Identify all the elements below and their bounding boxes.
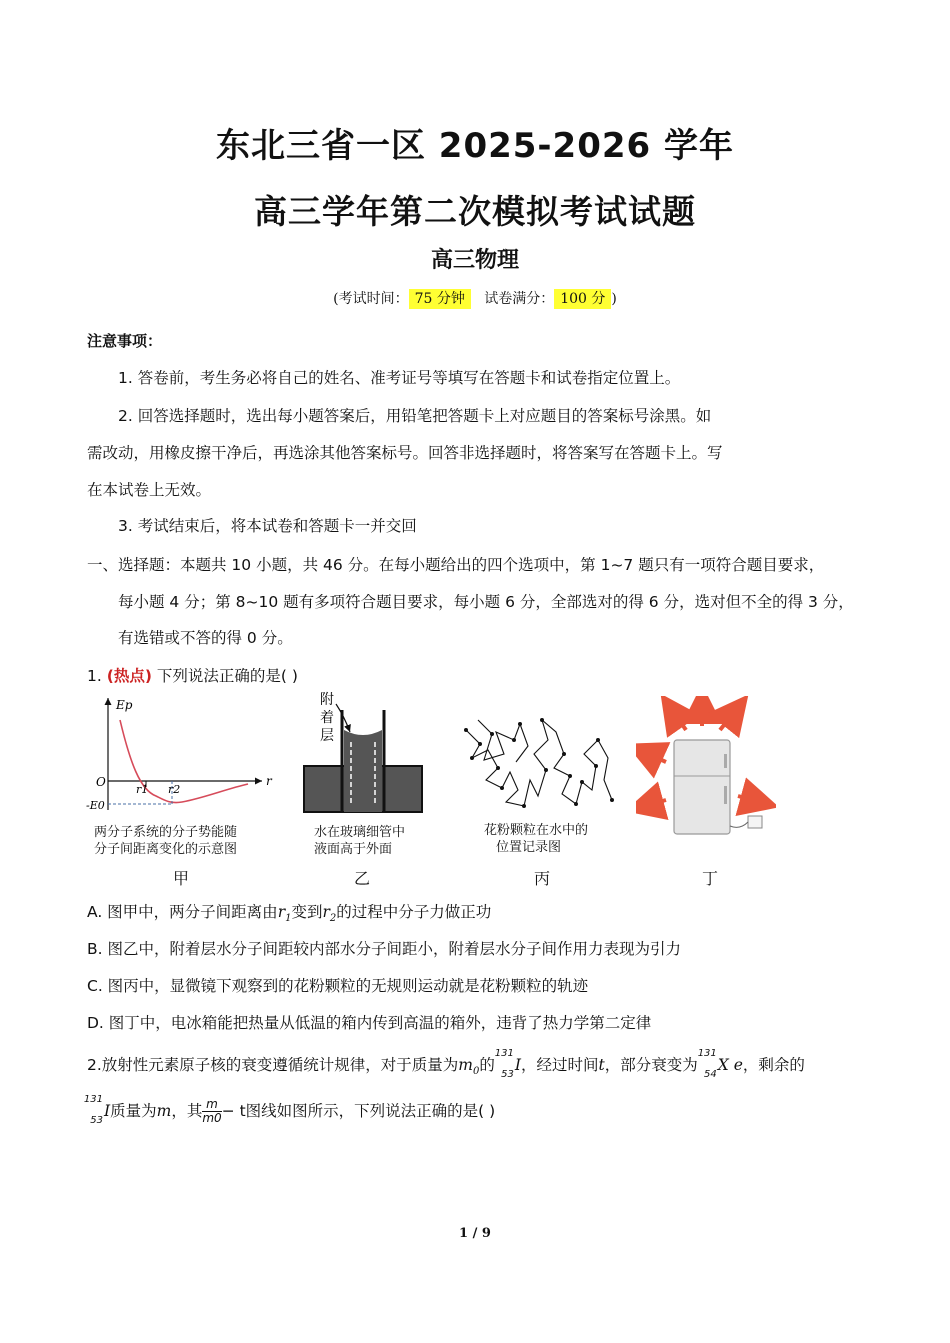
- notice-item-1: 1. 答卷前，考生务必将自己的姓名、准考证号等填写在答题卡和试卷指定位置上。: [118, 369, 681, 387]
- charge-number: 53: [90, 1115, 103, 1126]
- fraction-numerator: m: [202, 1098, 221, 1112]
- figure-jia-caption: [94, 824, 237, 858]
- exam-title-line1: 东北三省一区 2025-2026 学年: [215, 126, 735, 166]
- heat-arrow: [672, 710, 686, 730]
- exam-title-line2: 高三学年第二次模拟考试试题: [254, 192, 696, 231]
- q2-text: ，部分衰变为: [604, 1056, 698, 1074]
- option-a: [87, 900, 491, 924]
- subscript: 2: [329, 913, 337, 925]
- var-t: t: [598, 1056, 605, 1074]
- element-symbol: I: [104, 1102, 111, 1120]
- question-2-line2: [83, 1094, 496, 1126]
- q2-text: 质量为: [110, 1102, 157, 1120]
- caption-line: 分子间距离变化的示意图: [94, 842, 238, 857]
- q2-text: ，经过时间: [521, 1056, 599, 1074]
- element-symbol: I: [514, 1056, 522, 1074]
- mass-fraction: [202, 1098, 221, 1125]
- heat-arrow: [738, 796, 760, 802]
- power-cord: [730, 822, 748, 827]
- option-a-pre: A. 图甲中，两分子间距离由: [87, 903, 278, 921]
- mass-number: 131: [83, 1094, 103, 1105]
- callout-char: 层: [320, 728, 334, 744]
- exam-subject: 高三物理: [430, 248, 519, 273]
- heat-arrow: [644, 752, 666, 762]
- q2-text: ，剩余的: [742, 1056, 805, 1074]
- section-1-line1: 一、选择题：本题共 10 小题，共 46 分。在每小题给出的四个选项中，第 1~7 题只有一项符合题目要求，: [87, 556, 825, 574]
- fridge-handle: [724, 786, 727, 804]
- exam-time-value: 75 分钟: [409, 289, 471, 309]
- q2-text: 2.放射性元素原子核的衰变遵循统计规律，对于质量为: [87, 1056, 459, 1074]
- mass-number: 131: [494, 1048, 514, 1059]
- axis-x-label: r: [266, 774, 272, 788]
- origin-label: O: [96, 775, 106, 789]
- var-m: m: [458, 1056, 473, 1074]
- notice-item-2-line3: 在本试卷上无效。: [87, 481, 212, 499]
- callout-char: 附: [320, 692, 334, 708]
- caption-line: 液面高于外面: [314, 842, 393, 857]
- option-a-mid: 变到: [291, 903, 323, 921]
- notice-item-3: 3. 考试结束后，将本试卷和答题卡一并交回: [118, 517, 417, 535]
- figure-jia-graph: [86, 692, 286, 822]
- r1-label: r1: [136, 783, 149, 796]
- caption-line: 花粉颗粒在水中的: [484, 823, 589, 838]
- callout-char: 着: [320, 710, 334, 726]
- figure-bing-brownian: [458, 710, 618, 818]
- figure-bing-caption: [484, 822, 588, 856]
- question-1-stem: [87, 664, 298, 686]
- figure-yi-caption: [314, 824, 405, 858]
- var-r: r: [277, 903, 286, 921]
- notice-heading: 注意事项：: [87, 332, 163, 350]
- notice-item-2-line2: 需改动，用橡皮擦干净后，再选涂其他答案标号。回答非选择题时，将答案写在答题卡上。写: [87, 444, 723, 462]
- figure-bing-label: 丙: [534, 869, 551, 888]
- section-1-line2: 每小题 4 分；第 8~10 题有多项符合题目要求，每小题 6 分，全部选对的得 6 分，选对但不全的得 3 分，: [118, 593, 854, 611]
- nuclide-xe131: [697, 1048, 718, 1080]
- subscript: 0: [473, 1066, 480, 1078]
- q2-text: − t图线如图所示，下列说法正确的是( ): [221, 1102, 496, 1120]
- option-a-post: 的过程中分子力做正功: [336, 903, 492, 921]
- section-1-line3: 有选错或不答的得 0 分。: [118, 629, 293, 647]
- notice-item-2-line1: 2. 回答选择题时，选出每小题答案后，用铅笔把答题卡上对应题目的答案标号涂黑。如: [118, 407, 712, 425]
- fridge-handle: [724, 754, 727, 768]
- caption-line: 水在玻璃细管中: [314, 825, 406, 840]
- subscript: 1: [285, 913, 292, 925]
- figure-yi-label: 乙: [354, 869, 371, 888]
- brownian-path: [466, 720, 612, 806]
- element-symbol: X e: [717, 1056, 743, 1074]
- nuclide-i131: [83, 1094, 104, 1126]
- question-number: 1.: [87, 667, 102, 685]
- option-c: C. 图丙中，显微镜下观察到的花粉颗粒的无规则运动就是花粉颗粒的轨迹: [87, 977, 589, 995]
- var-m: m: [156, 1102, 172, 1120]
- figure-ding-label: 丁: [702, 869, 719, 888]
- brownian-path: [478, 720, 528, 762]
- wall-socket: [748, 816, 762, 828]
- full-score-value: 100 分: [554, 289, 611, 309]
- nuclide-i131: [494, 1048, 515, 1080]
- var-r: r: [322, 903, 330, 921]
- option-b: B. 图乙中，附着层水分子间距较内部水分子间距小，附着层水分子间作用力表现为引力: [87, 940, 681, 958]
- q2-text: 的: [479, 1056, 495, 1074]
- fraction-denominator: m0: [202, 1111, 222, 1125]
- r2-label: r2: [168, 783, 181, 796]
- heat-arrow: [720, 710, 736, 730]
- option-d: D. 图丁中，电冰箱能把热量从低温的箱内传到高温的箱外，违背了热力学第二定律: [87, 1014, 652, 1032]
- charge-number: 53: [501, 1069, 514, 1080]
- charge-number: 54: [704, 1069, 717, 1080]
- mass-number: 131: [697, 1048, 717, 1059]
- q2-text: ，其: [171, 1102, 203, 1120]
- figure-jia-label: 甲: [173, 869, 190, 888]
- axis-y-label: Ep: [116, 698, 133, 712]
- hot-topic-tag: (热点): [106, 667, 152, 685]
- full-score-label: 试卷满分：: [484, 291, 555, 307]
- fridge-body: [674, 740, 730, 834]
- caption-line: 两分子系统的分子势能随: [94, 825, 238, 840]
- question-2-line1: [87, 1048, 805, 1080]
- caption-line: 位置记录图: [496, 840, 562, 855]
- e0-label: -E0: [86, 799, 105, 812]
- figure-ding-refrigerator: [636, 696, 776, 846]
- close-paren: ): [611, 291, 617, 307]
- page-number: 1 / 9: [459, 1226, 491, 1241]
- exam-info: [0, 288, 950, 308]
- question-text: 下列说法正确的是( ): [156, 667, 298, 685]
- heat-arrow: [644, 800, 666, 806]
- figure-yi-capillary: [298, 690, 430, 820]
- exam-time-label: (考试时间：: [333, 291, 409, 307]
- capillary-water: [344, 730, 382, 812]
